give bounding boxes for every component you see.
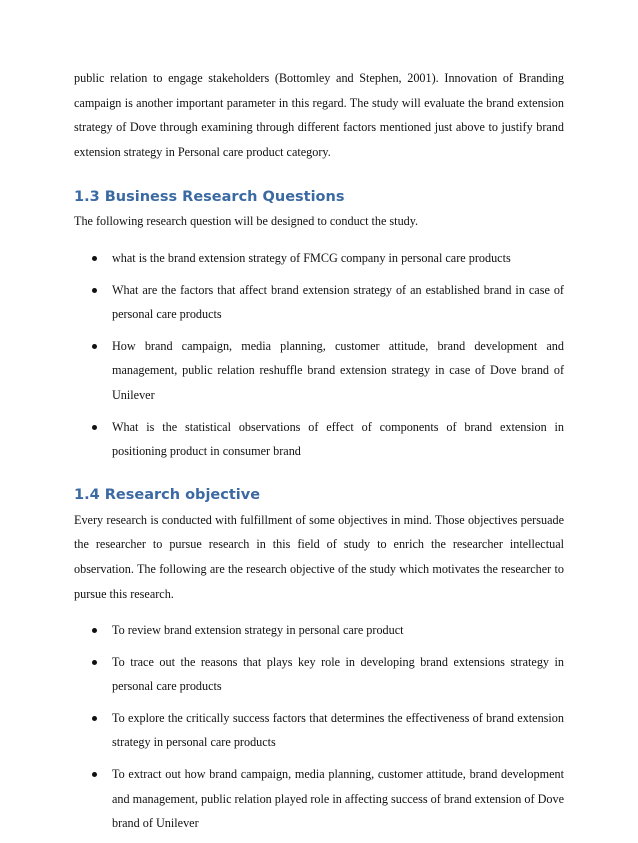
list-item-text: What is the statistical observations of effect of components of brand extension in positioning product in consumer brand [112,419,564,459]
bullet-icon [92,628,97,633]
research-questions-intro: The following research question will be designed to conduct the study. [74,214,419,229]
list-item [74,246,564,271]
research-questions-list [74,246,564,464]
list-item [74,706,564,755]
bullet-icon [92,425,97,430]
section-heading-business-research-questions: 1.3 Business Research Questions [74,189,345,206]
list-item [74,334,564,408]
intro-paragraph: public relation to engage stakeholders (Bottomley and Stephen, 2001). Innovation of Branding campaign is another important parameter in this regard. The study will evaluate the brand extension strategy of Dove through examining through different factors mentioned just above to justify brand extension strategy in Personal care product category. [74,71,564,159]
section-heading-research-objective: 1.4 Research objective [74,486,261,503]
bullet-icon [92,344,97,349]
bullet-icon [92,716,97,721]
list-item [74,762,564,836]
bullet-icon [92,660,97,665]
bullet-icon [92,288,97,293]
list-item [74,650,564,699]
document-page [74,66,564,843]
list-item-text: What are the factors that affect brand extension strategy of an established brand in case of personal care products [112,282,564,322]
list-item-text: To trace out the reasons that plays key role in developing brand extensions strategy in personal care products [112,654,564,694]
research-objectives-list [74,618,564,836]
list-item-text: To review brand extension strategy in personal care product [112,623,404,638]
research-objective-intro: Every research is conducted with fulfillment of some objectives in mind. Those objectives persuade the researcher to pursue research in this field of study to enrich the researcher intellectual observation. The following are the research objective of the study which motivates the researcher to pursue this research. [74,512,564,601]
list-item [74,618,564,643]
list-item-text: To extract out how brand campaign, media planning, customer attitude, brand development and management, public relation played role in affecting success of brand extension of Dove brand of Unilever [112,767,564,831]
list-item [74,415,564,464]
bullet-icon [92,772,97,777]
list-item [74,278,564,327]
list-item-text: To explore the critically success factors that determines the effectiveness of brand extension strategy in personal care products [112,710,564,750]
list-item-text: what is the brand extension strategy of FMCG company in personal care products [112,250,511,265]
bullet-icon [92,256,97,261]
list-item-text: How brand campaign, media planning, customer attitude, brand development and management, public relation reshuffle brand extension strategy in case of Dove brand of Unilever [112,338,564,402]
